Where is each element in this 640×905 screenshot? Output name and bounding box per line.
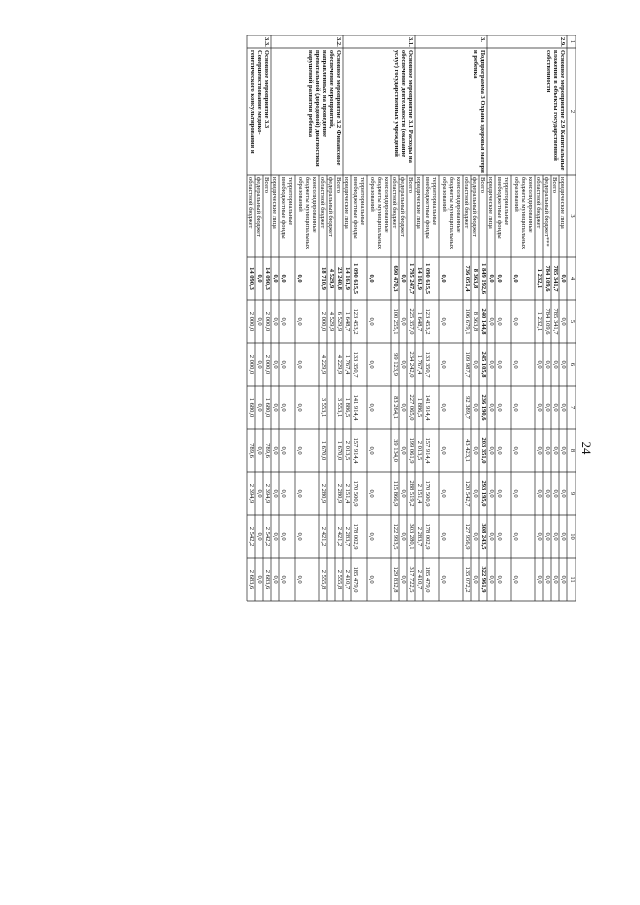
value-cell: 39 134,0 [392, 439, 399, 462]
value-cell: 0,0 [256, 575, 263, 584]
value-cell: 1 886,5 [344, 397, 351, 418]
value-cell: 234 242,0 [408, 351, 415, 378]
value-cell: 170 500,9 [424, 480, 431, 507]
value-cell: 0,0 [296, 317, 303, 326]
value-cell: 2 683,6 [264, 569, 271, 590]
column-header-5: 5 [569, 319, 576, 324]
value-cell: 1 767,4 [416, 354, 423, 375]
value-cell: 2 542,2 [248, 526, 255, 547]
value-cell: 83 264,1 [392, 396, 399, 419]
value-cell: 303 280,1 [408, 523, 415, 550]
source-label: юридические лица [271, 177, 279, 229]
value-cell: 157 914,4 [352, 437, 359, 464]
value-cell: 2 000,0 [320, 311, 327, 332]
value-cell: 0,0 [296, 274, 303, 283]
value-cell: 43 423,1 [464, 439, 471, 462]
source-label: Всего [335, 177, 343, 193]
source-label: консолидированные бюджеты муниципальных образований [513, 177, 535, 250]
value-cell: 178 002,9 [424, 523, 431, 550]
value-cell [327, 386, 335, 429]
value-cell: 1 648,7 [344, 311, 351, 332]
value-cell: 1 232,1 [536, 311, 543, 332]
block-name: Основное мероприятие 3.3 Совершенствование медико-генетического консультирования и [249, 50, 270, 154]
value-cell: 14 090,3 [248, 267, 255, 290]
value-cell: 0,0 [280, 446, 287, 455]
value-cell: 0,0 [512, 532, 519, 541]
value-cell: 2 421,2 [320, 526, 327, 547]
value-cell: 0,0 [560, 575, 567, 584]
value-cell: 0,0 [472, 532, 479, 541]
value-cell: 2 555,8 [320, 569, 327, 590]
source-label: Всего [479, 177, 487, 193]
source-label: консолидированные бюджеты муниципальных образований [297, 177, 319, 250]
value-cell: 245 105,8 [480, 351, 487, 378]
value-cell: 185 479,0 [424, 566, 431, 593]
value-cell: 3 553,1 [320, 397, 327, 418]
value-cell: 0,0 [368, 274, 375, 283]
source-label: Всего [263, 177, 271, 193]
value-cell: 1 090 615,5 [424, 263, 431, 294]
value-cell: 0,0 [496, 489, 503, 498]
value-cell: 1 670,0 [336, 440, 343, 461]
value-cell: 789,6 [264, 443, 271, 458]
value-cell: 227 065,0 [408, 394, 415, 421]
value-cell: 322 961,9 [480, 566, 487, 593]
value-cell: 2 283,7 [416, 526, 423, 547]
value-cell: 0,0 [552, 403, 559, 412]
source-label: федеральный бюджет [399, 177, 407, 237]
value-cell: 14 090,3 [264, 267, 271, 290]
value-cell: 203 351,0 [480, 437, 487, 464]
value-cell: 2 000,0 [248, 311, 255, 332]
value-cell: 6 529,9 [336, 311, 343, 332]
source-label: Всего [551, 177, 559, 193]
value-cell: 0,0 [368, 575, 375, 584]
value-cell: 784 109,6 [544, 308, 551, 335]
value-cell: 4 229,9 [320, 354, 327, 375]
value-cell: 1 795 247,7 [408, 263, 415, 294]
value-cell: 0,0 [280, 360, 287, 369]
value-cell: 0,0 [472, 489, 479, 498]
block-name: Основное мероприятие 3.2 Финансовое обеспечение мероприятий, направленных на проведение пренатальной (дородовой) диагностики нарушений развития ребенка [307, 50, 342, 167]
value-cell: 0,0 [272, 489, 279, 498]
value-cell: 288 519,2 [408, 480, 415, 507]
value-cell: 129 832,8 [392, 566, 399, 593]
block-number: 3.3. [263, 37, 270, 47]
value-cell: 14 161,9 [416, 267, 423, 290]
value-cell: 2 000,0 [264, 354, 271, 375]
value-cell: 1 648,7 [416, 311, 423, 332]
value-cell: 0,0 [536, 446, 543, 455]
value-cell: 0,0 [512, 575, 519, 584]
value-cell: 0,0 [552, 532, 559, 541]
block-number: 3.1. [407, 37, 414, 47]
column-header-9: 9 [569, 491, 576, 496]
value-cell: 0,0 [512, 403, 519, 412]
value-cell: 0,0 [272, 446, 279, 455]
value-cell: 2 421,2 [336, 526, 343, 547]
value-cell: 0,0 [280, 575, 287, 584]
value-cell: 2 283,7 [344, 526, 351, 547]
source-label: территориальные внебюджетные фонды [496, 177, 511, 239]
column-header-6: 6 [569, 362, 576, 367]
column-header-8: 8 [569, 448, 576, 453]
block-name: Основное мероприятие 2.9 Капитальные вложения в объекты государственной собственности [545, 50, 566, 171]
value-cell: 0,0 [488, 489, 495, 498]
value-cell: 4 529,9 [328, 268, 335, 289]
value-cell: 0,0 [488, 446, 495, 455]
value-cell: 0,0 [272, 360, 279, 369]
value-cell: 120 542,7 [464, 480, 471, 507]
value-cell: 225 357,0 [408, 308, 415, 335]
value-cell: 0,0 [440, 489, 447, 498]
value-cell: 0,0 [512, 489, 519, 498]
value-cell: 99 123,9 [392, 353, 399, 376]
value-cell: 0,0 [488, 403, 495, 412]
value-cell: 0,0 [552, 575, 559, 584]
value-cell: 0,0 [560, 274, 567, 283]
value-cell: 0,0 [496, 360, 503, 369]
value-cell: 0,0 [368, 403, 375, 412]
value-cell: 0,0 [544, 489, 551, 498]
value-cell: 0,0 [472, 360, 479, 369]
value-cell: 0,0 [256, 446, 263, 455]
value-cell: 0,0 [400, 532, 407, 541]
value-cell: 123 453,2 [424, 308, 431, 335]
value-cell: 240 144,8 [480, 308, 487, 335]
value-cell: 736 051,4 [464, 265, 471, 292]
value-cell: 133 350,7 [424, 351, 431, 378]
source-label: территориальные внебюджетные фонды [280, 177, 295, 239]
value-cell: 1 680,0 [264, 397, 271, 418]
value-cell: 0,0 [560, 532, 567, 541]
value-cell: 1 886,5 [416, 397, 423, 418]
value-cell: 127 956,9 [464, 523, 471, 550]
value-cell: 0,0 [496, 575, 503, 584]
value-cell: 122 993,5 [392, 523, 399, 550]
value-cell: 141 914,4 [424, 394, 431, 421]
value-cell: 293 195,0 [480, 480, 487, 507]
value-cell: 0,0 [296, 446, 303, 455]
value-cell: 115 866,9 [392, 480, 399, 507]
value-cell: 0,0 [536, 575, 543, 584]
source-label: федеральный бюджет [327, 177, 335, 237]
budget-table [31, 35, 576, 884]
value-cell: 0,0 [280, 274, 287, 283]
value-cell: 0,0 [560, 489, 567, 498]
value-cell: 236 190,6 [480, 394, 487, 421]
value-cell: 2 000,0 [248, 354, 255, 375]
value-cell: 0,0 [272, 317, 279, 326]
value-cell: 0,0 [368, 317, 375, 326]
value-cell: 789,6 [248, 443, 255, 458]
column-header-3: 3 [569, 214, 576, 218]
value-cell: 199 061,9 [408, 437, 415, 464]
value-cell: 0,0 [552, 489, 559, 498]
value-cell: 0,0 [400, 446, 407, 455]
value-cell: 0,0 [280, 489, 287, 498]
value-cell: 100 255,1 [392, 308, 399, 335]
value-cell: 0,0 [560, 360, 567, 369]
value-cell: 0,0 [400, 403, 407, 412]
source-label: областной бюджет [535, 177, 543, 229]
value-cell: 0,0 [400, 489, 407, 498]
value-cell: 2 013,5 [416, 440, 423, 461]
value-cell: 0,0 [488, 317, 495, 326]
source-label: Всего [407, 177, 415, 193]
value-cell: 14 161,9 [344, 267, 351, 290]
value-cell: 0,0 [272, 403, 279, 412]
value-cell: 0,0 [256, 532, 263, 541]
value-cell: 785 341,7 [552, 265, 559, 292]
value-cell: 133 350,7 [352, 351, 359, 378]
value-cell: 178 002,9 [352, 523, 359, 550]
value-cell: 0,0 [440, 274, 447, 283]
source-label: консолидированные бюджеты муниципальных образований [369, 177, 391, 250]
source-label: юридические лица [559, 177, 567, 229]
value-cell: 0,0 [400, 575, 407, 584]
page-number: 24 [579, 441, 594, 455]
value-cell: 0,0 [256, 360, 263, 369]
value-cell: 2 280,9 [336, 483, 343, 504]
value-cell: 785 341,7 [552, 308, 559, 335]
value-cell: 0,0 [560, 403, 567, 412]
block-name: Основное мероприятие 3.1 Расходы на обеспечение деятельности (оказание услуг) государственных учреждений [393, 50, 414, 163]
value-cell: 0,0 [560, 446, 567, 455]
value-cell: 2 013,5 [344, 440, 351, 461]
value-cell: 0,0 [496, 317, 503, 326]
value-cell: 1 090 615,5 [352, 263, 359, 294]
value-cell: 0,0 [544, 532, 551, 541]
value-cell: 0,0 [256, 274, 263, 283]
value-cell: 2 151,4 [344, 483, 351, 504]
block-number: 2.9. [559, 37, 566, 47]
value-cell: 0,0 [368, 532, 375, 541]
value-cell: 0,0 [272, 575, 279, 584]
value-cell: 0,0 [544, 403, 551, 412]
value-cell: 0,0 [488, 532, 495, 541]
source-label: областной бюджет [391, 177, 399, 229]
source-label: областной бюджет [463, 177, 471, 229]
value-cell: 690 470,3 [392, 265, 399, 292]
source-label: федеральный бюджет*** [543, 177, 551, 247]
source-label: областной бюджет [247, 177, 255, 229]
value-cell: 308 243,5 [480, 523, 487, 550]
value-cell [327, 429, 335, 472]
value-cell: 0,0 [256, 489, 263, 498]
value-cell: 0,0 [496, 274, 503, 283]
source-label: консолидированные бюджеты муниципальных образований [441, 177, 463, 250]
value-cell: 106 679,1 [464, 308, 471, 335]
value-cell: 0,0 [296, 360, 303, 369]
value-cell: 2 151,4 [416, 483, 423, 504]
value-cell: 0,0 [496, 446, 503, 455]
value-cell: 157 914,4 [424, 437, 431, 464]
value-cell: 0,0 [536, 489, 543, 498]
value-cell [327, 558, 335, 601]
value-cell: 0,0 [536, 532, 543, 541]
block-number: 3. [479, 37, 486, 42]
value-cell: 1 670,0 [320, 440, 327, 461]
value-cell: 2 394,9 [264, 483, 271, 504]
value-cell: 185 479,0 [352, 566, 359, 593]
value-cell: 2 280,9 [320, 483, 327, 504]
value-cell: 1 680,0 [248, 397, 255, 418]
value-cell: 0,0 [440, 403, 447, 412]
column-header-10: 10 [569, 533, 576, 540]
source-label: федеральный бюджет [471, 177, 479, 237]
value-cell: 2 542,2 [264, 526, 271, 547]
value-cell: 0,0 [440, 532, 447, 541]
value-cell: 109 987,7 [464, 351, 471, 378]
value-cell: 0,0 [440, 575, 447, 584]
value-cell: 0,0 [400, 317, 407, 326]
value-cell: 0,0 [496, 532, 503, 541]
value-cell: 0,0 [512, 446, 519, 455]
value-cell: 0,0 [296, 403, 303, 412]
value-cell: 0,0 [488, 575, 495, 584]
value-cell: 8 363,8 [472, 268, 479, 289]
value-cell: 0,0 [296, 489, 303, 498]
value-cell: 0,0 [280, 532, 287, 541]
source-label: областной бюджет [319, 177, 327, 229]
value-cell: 135 072,2 [464, 566, 471, 593]
value-cell: 0,0 [560, 317, 567, 326]
value-cell: 2 410,7 [416, 569, 423, 590]
value-cell: 0,0 [512, 360, 519, 369]
value-cell: 123 453,2 [352, 308, 359, 335]
value-cell: 0,0 [400, 360, 407, 369]
value-cell: 0,0 [496, 403, 503, 412]
value-cell: 2 000,0 [264, 311, 271, 332]
value-cell: 141 914,4 [352, 394, 359, 421]
value-cell: 0,0 [488, 360, 495, 369]
value-cell: 0,0 [544, 446, 551, 455]
value-cell: 4 529,9 [328, 311, 335, 332]
value-cell: 0,0 [472, 575, 479, 584]
value-cell: 0,0 [472, 403, 479, 412]
source-label: территориальные внебюджетные фонды [424, 177, 439, 239]
column-header-2: 2 [569, 109, 576, 114]
value-cell: 0,0 [440, 446, 447, 455]
source-label: федеральный бюджет [255, 177, 263, 237]
value-cell: 0,0 [272, 532, 279, 541]
source-label: юридические лица [343, 177, 351, 229]
value-cell: 1 232,1 [536, 268, 543, 289]
value-cell: 0,0 [536, 403, 543, 412]
value-cell: 0,0 [296, 532, 303, 541]
block-name: Подпрограмма 3 Охрана здоровья матери и ребенка [472, 50, 486, 173]
value-cell [327, 515, 335, 558]
value-cell: 0,0 [544, 360, 551, 369]
value-cell: 0,0 [368, 360, 375, 369]
value-cell: 0,0 [440, 360, 447, 369]
value-cell: 8 363,8 [472, 311, 479, 332]
column-header-1: 1 [569, 39, 576, 44]
value-cell: 0,0 [400, 274, 407, 283]
value-cell: 0,0 [552, 446, 559, 455]
value-cell: 0,0 [472, 446, 479, 455]
column-header-7: 7 [569, 405, 576, 410]
value-cell: 2 683,6 [248, 569, 255, 590]
value-cell: 0,0 [280, 317, 287, 326]
value-cell: 23 240,8 [336, 267, 343, 290]
value-cell: 0,0 [280, 403, 287, 412]
value-cell: 0,0 [440, 317, 447, 326]
value-cell: 18 710,9 [320, 267, 327, 290]
value-cell: 1 767,4 [344, 354, 351, 375]
column-header-4: 4 [569, 276, 576, 281]
value-cell: 0,0 [296, 575, 303, 584]
source-label: юридические лица [415, 177, 423, 229]
value-cell: 2 394,9 [248, 483, 255, 504]
source-label: юридические лица [487, 177, 495, 229]
source-label: территориальные внебюджетные фонды [352, 177, 367, 239]
value-cell: 0,0 [368, 489, 375, 498]
value-cell: 0,0 [256, 403, 263, 412]
value-cell: 0,0 [536, 360, 543, 369]
value-cell: 4 229,9 [336, 354, 343, 375]
value-cell: 1 849 192,6 [480, 263, 487, 294]
value-cell: 0,0 [272, 274, 279, 283]
value-cell: 0,0 [488, 274, 495, 283]
block-number: 3.2. [335, 37, 342, 47]
value-cell: 317 722,5 [408, 566, 415, 593]
value-cell: 2 410,7 [344, 569, 351, 590]
value-cell: 92 389,7 [464, 396, 471, 419]
value-cell: 0,0 [552, 360, 559, 369]
table-frame [31, 35, 576, 884]
value-cell: 0,0 [544, 575, 551, 584]
value-cell: 0,0 [512, 274, 519, 283]
column-header-11: 11 [569, 576, 576, 583]
value-cell: 3 553,1 [336, 397, 343, 418]
value-cell [327, 343, 335, 386]
value-cell [327, 472, 335, 515]
value-cell: 0,0 [368, 446, 375, 455]
value-cell: 784 109,6 [544, 265, 551, 292]
value-cell: 170 500,9 [352, 480, 359, 507]
value-cell: 0,0 [256, 317, 263, 326]
value-cell: 2 555,8 [336, 569, 343, 590]
value-cell: 0,0 [512, 317, 519, 326]
